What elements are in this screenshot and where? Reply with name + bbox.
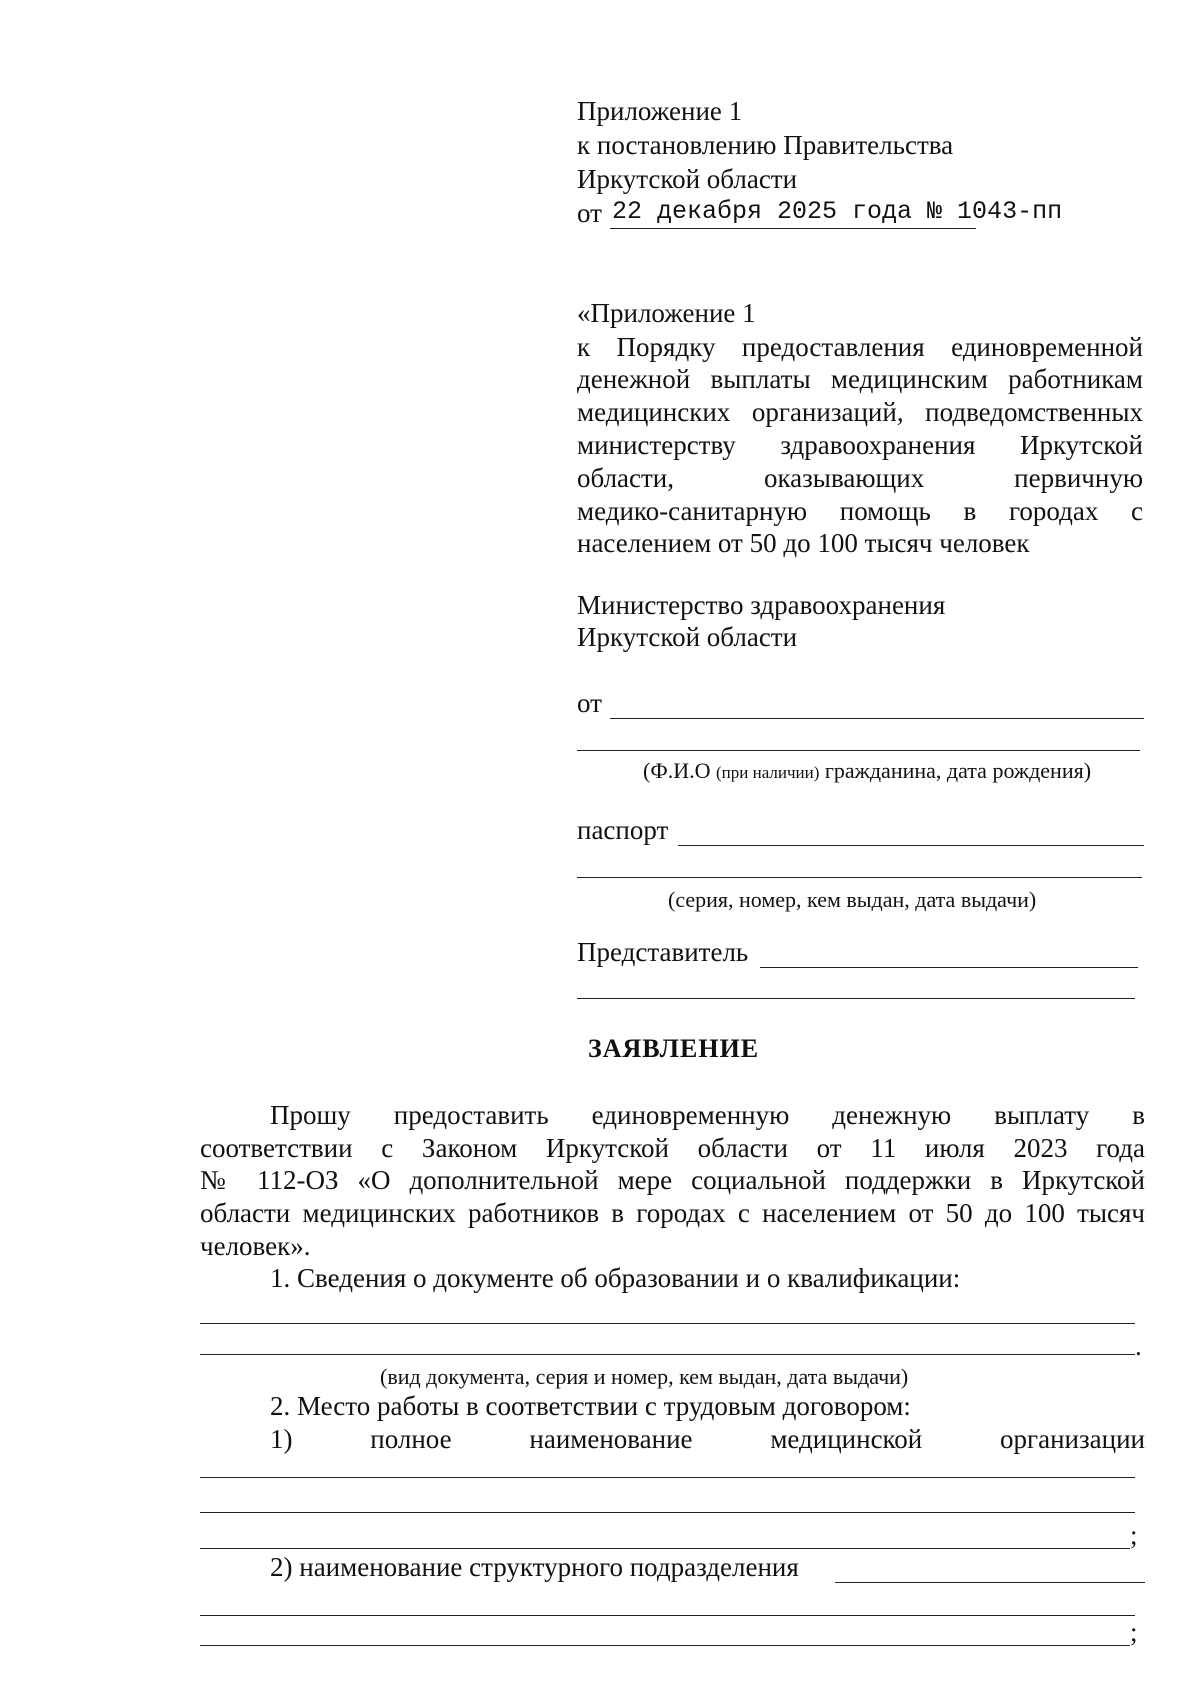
date-underline: [610, 228, 976, 229]
item-2-1-end-mark: ;: [1130, 1520, 1138, 1550]
item-2-2-end-mark: ;: [1130, 1617, 1138, 1647]
item-2-2-field-line-1[interactable]: [835, 1582, 1145, 1583]
item-2-2-heading: 2) наименование структурного подразделения: [270, 1552, 799, 1582]
item-2-1-field-line-1[interactable]: [200, 1477, 1135, 1478]
header-line-1: Приложение 1: [577, 96, 743, 126]
fio-caption: [643, 755, 1091, 788]
body-line-3: № 112-ОЗ «О дополнительной мере социальной поддержки в Иркутской: [200, 1165, 1145, 1195]
addressee-line-1: Министерство здравоохранения: [577, 590, 946, 620]
passport-caption: (серия, номер, кем выдан, дата выдачи): [668, 887, 1037, 912]
item-2-1-field-line-3[interactable]: [200, 1548, 1130, 1549]
passport-label: паспорт: [577, 815, 669, 845]
header-date-value: 22 декабря 2025 года № 1043-пп: [612, 197, 1063, 226]
document-title: ЗАЯВЛЕНИЕ: [588, 1034, 760, 1063]
item-2-heading: 2. Место работы в соответствии с трудовым договором:: [270, 1391, 911, 1421]
item-2-2-field-line-2[interactable]: [200, 1615, 1135, 1616]
item-2-1-field-line-2[interactable]: [200, 1512, 1135, 1513]
item-2-2-field-line-3[interactable]: [200, 1645, 1130, 1646]
item-1-field-line-1[interactable]: [200, 1323, 1135, 1324]
appendix-line-8: населением от 50 до 100 тысяч человек: [577, 528, 1030, 558]
representative-field-line-1[interactable]: [760, 967, 1138, 968]
body-line-5: человек».: [200, 1231, 311, 1261]
from-label: от: [577, 688, 602, 718]
header-date-prefix: от: [577, 198, 602, 228]
passport-field-line-2[interactable]: [577, 877, 1142, 878]
fio-caption-b: (при наличии): [715, 763, 820, 782]
appendix-line-4: медицинских организаций, подведомственных: [577, 397, 1143, 427]
body-line-1: Прошу предоставить единовременную денежную выплату в: [270, 1100, 1145, 1130]
appendix-line-7: медико-санитарную помощь в городах с: [577, 496, 1143, 526]
appendix-line-5: министерству здравоохранения Иркутской: [577, 430, 1143, 460]
body-line-4: области медицинских работников в городах с населением от 50 до 100 тысяч: [200, 1198, 1145, 1228]
representative-label: Представитель: [577, 937, 749, 967]
item-2-1-heading: 1) полное наименование медицинской организации: [270, 1424, 1145, 1454]
item-1-field-line-2[interactable]: [200, 1354, 1135, 1355]
item-1-caption: (вид документа, серия и номер, кем выдан, дата выдачи): [380, 1364, 909, 1389]
item-1-heading: 1. Сведения о документе об образовании и о квалификации:: [270, 1263, 961, 1293]
representative-field-line-2[interactable]: [577, 998, 1135, 999]
fio-caption-a: (Ф.И.О: [643, 758, 711, 783]
from-field-line-2[interactable]: [577, 750, 1140, 751]
item-1-end-mark: .: [1135, 1331, 1142, 1361]
body-line-2: соответствии с Законом Иркутской области от 11 июля 2023 года: [200, 1133, 1145, 1163]
passport-field-line-1[interactable]: [678, 845, 1144, 846]
addressee-line-2: Иркутской области: [577, 622, 798, 652]
from-field-line-1[interactable]: [610, 718, 1144, 719]
appendix-line-3: денежной выплаты медицинским работникам: [577, 364, 1143, 394]
header-line-3: Иркутской области: [577, 164, 798, 194]
appendix-line-1: «Приложение 1: [577, 298, 756, 328]
appendix-line-6: области, оказывающих первичную: [577, 463, 1143, 493]
appendix-line-2: к Порядку предоставления единовременной: [577, 332, 1143, 362]
header-line-2: к постановлению Правительства: [577, 130, 954, 160]
fio-caption-c: гражданина, дата рождения): [824, 758, 1092, 783]
